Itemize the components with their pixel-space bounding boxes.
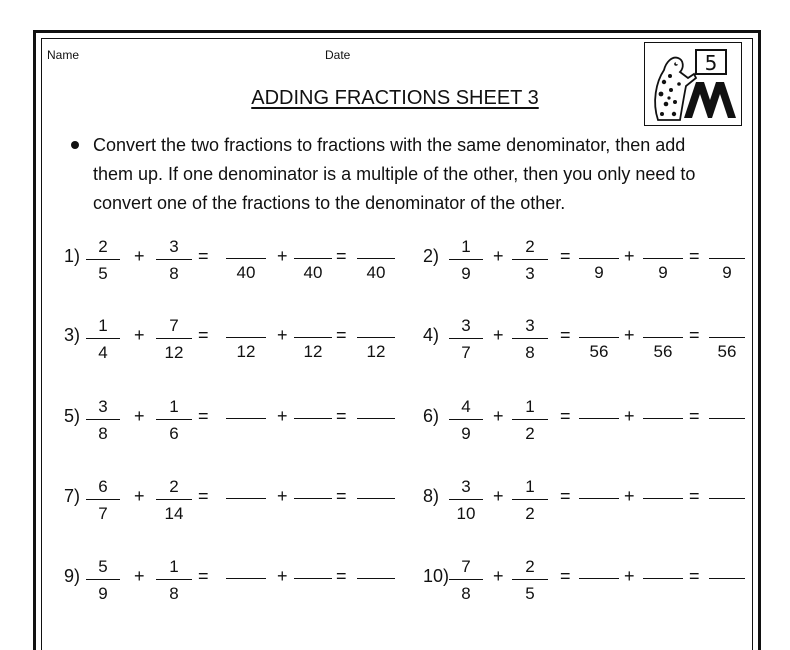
problem-7-fraction-a <box>86 477 120 523</box>
title-text: ADDING FRACTIONS SHEET 3 <box>251 87 539 109</box>
problem-2-label: 2) <box>423 246 440 266</box>
problem-6-fraction-b-denominator: 2 <box>525 424 535 443</box>
instruction-line-1: Convert the two fractions to fractions with the same denominator, then add <box>93 135 686 155</box>
problem-3-plus-sign: + <box>134 325 145 345</box>
problem-1-answer-blank-2-denominator: 40 <box>303 263 323 282</box>
problem-9-answer-blank-2-line[interactable] <box>294 557 332 579</box>
problem-10-answer-blank-3 <box>709 557 745 583</box>
problem-1-fraction-a <box>86 237 120 283</box>
problem-2-answer-blank-2-denominator: 9 <box>658 263 668 282</box>
problem-2-answer-blank-3-denominator: 9 <box>722 263 732 282</box>
problem-9-equals-sign: = <box>198 566 209 586</box>
problem-9-fraction-b <box>156 557 192 603</box>
problem-1-answer-blank-1-line[interactable] <box>226 237 266 259</box>
problem-5-fraction-b-numerator: 1 <box>156 397 192 420</box>
name-label: Name <box>47 48 80 62</box>
problem-6-answer-blank-1-denominator <box>579 419 619 423</box>
problem-9-answer-blank-1 <box>226 557 266 583</box>
problem-2-answer-blank-3-line[interactable] <box>709 237 745 259</box>
problem-2-fraction-b-numerator: 2 <box>512 237 548 260</box>
problem-10-fraction-a <box>449 557 483 603</box>
problem-7-fraction-a-denominator: 7 <box>98 504 108 523</box>
problem-2-answer-blank-3 <box>709 237 745 282</box>
problem-3-answer-blank-2 <box>294 316 332 361</box>
problem-2-fraction-a-numerator: 1 <box>449 237 483 260</box>
problem-6-label: 6) <box>423 406 440 426</box>
problem-1-fraction-b-denominator: 8 <box>169 264 179 283</box>
date-label: Date <box>325 48 351 62</box>
problem-7-fraction-a-numerator: 6 <box>86 477 120 500</box>
problem-9-equals-sign-2: = <box>336 566 347 586</box>
problem-8-fraction-a-denominator: 10 <box>456 504 476 523</box>
problem-5-plus-sign: + <box>134 406 145 426</box>
problem-10-equals-sign: = <box>560 566 571 586</box>
problem-10-answer-blank-1-denominator <box>579 579 619 583</box>
problem-10-answer-blank-1 <box>579 557 619 583</box>
problem-1-equals-sign: = <box>198 246 209 266</box>
problem-3-answer-blank-1-denominator: 12 <box>236 342 256 361</box>
problem-2-fraction-b-denominator: 3 <box>525 264 535 283</box>
problem-8-equals-sign: = <box>560 486 571 506</box>
problem-9-answer-blank-3-denominator <box>357 579 395 583</box>
problem-7-answer-blank-2-line[interactable] <box>294 477 332 499</box>
problem-9-label: 9) <box>64 566 81 586</box>
problem-9-answer-blank-2 <box>294 557 332 583</box>
problem-9-fraction-a-denominator: 9 <box>98 584 108 603</box>
problem-9-answer-blank-1-denominator <box>226 579 266 583</box>
problem-3-label: 3) <box>64 325 81 345</box>
problem-5-answer-blank-1-line[interactable] <box>226 397 266 419</box>
problem-5-plus-sign-2: + <box>277 406 288 426</box>
problem-5-answer-blank-3-denominator <box>357 419 395 423</box>
problem-5-answer-blank-1 <box>226 397 266 423</box>
problem-9-answer-blank-2-denominator <box>294 579 332 583</box>
problem-3-answer-blank-2-line[interactable] <box>294 316 332 338</box>
problem-4-fraction-a-numerator: 3 <box>449 316 483 339</box>
problem-10-answer-blank-1-line[interactable] <box>579 557 619 579</box>
problem-7-label: 7) <box>64 486 81 506</box>
problem-3-answer-blank-2-denominator: 12 <box>303 342 323 361</box>
bullet-point <box>71 141 79 149</box>
problem-7-fraction-b-numerator: 2 <box>156 477 192 500</box>
problem-1-fraction-b-numerator: 3 <box>156 237 192 260</box>
problem-5-fraction-b-denominator: 6 <box>169 424 179 443</box>
problem-2-answer-blank-1-denominator: 9 <box>594 263 604 282</box>
problem-4-answer-blank-1-line[interactable] <box>579 316 619 338</box>
problem-3-equals-sign: = <box>198 325 209 345</box>
problem-2-answer-blank-2 <box>643 237 683 282</box>
problem-4-plus-sign: + <box>493 325 504 345</box>
problem-8-answer-blank-2-denominator <box>643 499 683 503</box>
problem-9-answer-blank-3 <box>357 557 395 583</box>
problem-1-fraction-b <box>156 237 192 283</box>
problem-6-fraction-a-denominator: 9 <box>461 424 471 443</box>
problem-2-equals-sign: = <box>560 246 571 266</box>
problem-6-answer-blank-2 <box>643 397 683 423</box>
problem-1-answer-blank-2 <box>294 237 332 282</box>
logo-digit: 5 <box>704 51 718 75</box>
problem-10-fraction-b-denominator: 5 <box>525 584 535 603</box>
problem-6-answer-blank-3 <box>709 397 745 423</box>
problem-6-answer-blank-1-line[interactable] <box>579 397 619 419</box>
problem-7-equals-sign: = <box>198 486 209 506</box>
problem-10-fraction-a-numerator: 7 <box>449 557 483 580</box>
problem-8-fraction-b <box>512 477 548 523</box>
problem-8-fraction-b-numerator: 1 <box>512 477 548 500</box>
problem-3-fraction-b-numerator: 7 <box>156 316 192 339</box>
problem-3-equals-sign-2: = <box>336 325 347 345</box>
problem-10-answer-blank-3-line[interactable] <box>709 557 745 579</box>
problem-4-fraction-b-numerator: 3 <box>512 316 548 339</box>
problem-7-plus-sign-2: + <box>277 486 288 506</box>
problem-6-equals-sign: = <box>560 406 571 426</box>
problem-2-answer-blank-2-line[interactable] <box>643 237 683 259</box>
problem-10-answer-blank-2-line[interactable] <box>643 557 683 579</box>
problem-1-fraction-a-denominator: 5 <box>98 264 108 283</box>
problem-6-fraction-a-numerator: 4 <box>449 397 483 420</box>
problem-3-answer-blank-3 <box>357 316 395 361</box>
problem-10-fraction-b-numerator: 2 <box>512 557 548 580</box>
problem-10-answer-blank-3-denominator <box>709 579 745 583</box>
problem-7-answer-blank-2-denominator <box>294 499 332 503</box>
problem-3-fraction-a-denominator: 4 <box>98 343 108 362</box>
problem-5-fraction-a-numerator: 3 <box>86 397 120 420</box>
problem-6-answer-blank-1 <box>579 397 619 423</box>
problem-8-fraction-a <box>449 477 483 523</box>
problem-4-fraction-b <box>512 316 548 362</box>
problem-7-answer-blank-3 <box>357 477 395 503</box>
problem-1-fraction-a-numerator: 2 <box>86 237 120 260</box>
problem-5-answer-blank-2 <box>294 397 332 423</box>
problem-5-answer-blank-1-denominator <box>226 419 266 423</box>
problem-8-equals-sign-2: = <box>689 486 700 506</box>
problem-10-equals-sign-2: = <box>689 566 700 586</box>
instructions <box>93 131 753 218</box>
problem-6-plus-sign: + <box>493 406 504 426</box>
problem-5-answer-blank-3 <box>357 397 395 423</box>
problem-1-answer-blank-2-line[interactable] <box>294 237 332 259</box>
problem-1-answer-blank-1-denominator: 40 <box>236 263 256 282</box>
problem-1-plus-sign: + <box>134 246 145 266</box>
problem-3-answer-blank-3-denominator: 12 <box>366 342 386 361</box>
problem-1-answer-blank-1 <box>226 237 266 282</box>
problem-8-answer-blank-1-line[interactable] <box>579 477 619 499</box>
problem-8-label: 8) <box>423 486 440 506</box>
instruction-line-3: convert one of the fractions to the denominator of the other. <box>93 193 566 213</box>
problem-7-answer-blank-1 <box>226 477 266 503</box>
problem-8-answer-blank-3-line[interactable] <box>709 477 745 499</box>
problem-3-answer-blank-1 <box>226 316 266 361</box>
problem-2-answer-blank-1-line[interactable] <box>579 237 619 259</box>
problem-7-answer-blank-1-line[interactable] <box>226 477 266 499</box>
problem-9-plus-sign: + <box>134 566 145 586</box>
problem-4-fraction-a-denominator: 7 <box>461 343 471 362</box>
problem-4-answer-blank-3-line[interactable] <box>709 316 745 338</box>
problem-8-plus-sign: + <box>493 486 504 506</box>
problem-2-equals-sign-2: = <box>689 246 700 266</box>
problem-6-answer-blank-3-denominator <box>709 419 745 423</box>
problem-8-answer-blank-2 <box>643 477 683 503</box>
problem-3-fraction-a-numerator: 1 <box>86 316 120 339</box>
problem-7-equals-sign-2: = <box>336 486 347 506</box>
problem-6-fraction-a <box>449 397 483 443</box>
problem-4-answer-blank-3-denominator: 56 <box>717 342 737 361</box>
problem-9-fraction-b-denominator: 8 <box>169 584 179 603</box>
problem-3-answer-blank-3-line[interactable] <box>357 316 395 338</box>
problem-10-plus-sign-2: + <box>624 566 635 586</box>
problem-4-plus-sign-2: + <box>624 325 635 345</box>
problem-6-answer-blank-3-line[interactable] <box>709 397 745 419</box>
problem-5-fraction-a <box>86 397 120 443</box>
problem-10-answer-blank-2-denominator <box>643 579 683 583</box>
problem-8-answer-blank-1 <box>579 477 619 503</box>
problem-9-fraction-a <box>86 557 120 603</box>
problem-5-equals-sign: = <box>198 406 209 426</box>
problem-2-answer-blank-1 <box>579 237 619 282</box>
problem-8-answer-blank-1-denominator <box>579 499 619 503</box>
problem-5-fraction-b <box>156 397 192 443</box>
problem-8-fraction-a-numerator: 3 <box>449 477 483 500</box>
problem-3-fraction-b-denominator: 12 <box>164 343 184 362</box>
problem-9-answer-blank-3-line[interactable] <box>357 557 395 579</box>
problem-8-fraction-b-denominator: 2 <box>525 504 535 523</box>
problem-4-answer-blank-2-line[interactable] <box>643 316 683 338</box>
problem-3-fraction-a <box>86 316 120 362</box>
problem-8-answer-blank-3 <box>709 477 745 503</box>
problem-5-label: 5) <box>64 406 81 426</box>
problem-10-fraction-b <box>512 557 548 603</box>
problem-7-plus-sign: + <box>134 486 145 506</box>
problem-9-fraction-a-numerator: 5 <box>86 557 120 580</box>
problem-7-answer-blank-1-denominator <box>226 499 266 503</box>
problem-1-answer-blank-3-line[interactable] <box>357 237 395 259</box>
problem-1-answer-blank-3 <box>357 237 395 282</box>
problem-5-answer-blank-2-line[interactable] <box>294 397 332 419</box>
problem-7-answer-blank-2 <box>294 477 332 503</box>
problem-6-answer-blank-2-line[interactable] <box>643 397 683 419</box>
problem-2-plus-sign: + <box>493 246 504 266</box>
dinosaur-math-logo-icon <box>644 42 742 126</box>
problem-8-answer-blank-2-line[interactable] <box>643 477 683 499</box>
problem-4-fraction-b-denominator: 8 <box>525 343 535 362</box>
problem-1-answer-blank-3-denominator: 40 <box>366 263 386 282</box>
instruction-line-2: them up. If one denominator is a multiple of the other, then you only need to <box>93 164 696 184</box>
problem-6-fraction-b-numerator: 1 <box>512 397 548 420</box>
problem-10-answer-blank-2 <box>643 557 683 583</box>
problem-8-plus-sign-2: + <box>624 486 635 506</box>
problem-6-plus-sign-2: + <box>624 406 635 426</box>
problem-4-answer-blank-3 <box>709 316 745 361</box>
problem-10-fraction-a-denominator: 8 <box>461 584 471 603</box>
problem-5-answer-blank-2-denominator <box>294 419 332 423</box>
problem-3-answer-blank-1-line[interactable] <box>226 316 266 338</box>
problem-6-fraction-b <box>512 397 548 443</box>
problem-6-equals-sign-2: = <box>689 406 700 426</box>
problem-10-label: 10) <box>423 566 450 586</box>
problem-7-fraction-b-denominator: 14 <box>164 504 184 523</box>
problem-2-plus-sign-2: + <box>624 246 635 266</box>
problem-4-answer-blank-2-denominator: 56 <box>653 342 673 361</box>
problem-4-equals-sign-2: = <box>689 325 700 345</box>
problem-9-plus-sign-2: + <box>277 566 288 586</box>
problem-9-answer-blank-1-line[interactable] <box>226 557 266 579</box>
problem-5-fraction-a-denominator: 8 <box>98 424 108 443</box>
problem-2-fraction-a-denominator: 9 <box>461 264 471 283</box>
problem-8-answer-blank-3-denominator <box>709 499 745 503</box>
problem-5-equals-sign-2: = <box>336 406 347 426</box>
problem-4-equals-sign: = <box>560 325 571 345</box>
problem-1-plus-sign-2: + <box>277 246 288 266</box>
problem-1-label: 1) <box>64 246 81 266</box>
problem-4-label: 4) <box>423 325 440 345</box>
problem-4-fraction-a <box>449 316 483 362</box>
problem-7-fraction-b <box>156 477 192 523</box>
problem-5-answer-blank-3-line[interactable] <box>357 397 395 419</box>
problem-2-fraction-b <box>512 237 548 283</box>
problem-9-fraction-b-numerator: 1 <box>156 557 192 580</box>
problem-2-fraction-a <box>449 237 483 283</box>
problem-4-answer-blank-1-denominator: 56 <box>589 342 609 361</box>
problem-7-answer-blank-3-line[interactable] <box>357 477 395 499</box>
problem-3-fraction-b <box>156 316 192 362</box>
problem-7-answer-blank-3-denominator <box>357 499 395 503</box>
problem-10-plus-sign: + <box>493 566 504 586</box>
problem-4-answer-blank-1 <box>579 316 619 361</box>
problem-4-answer-blank-2 <box>643 316 683 361</box>
problem-1-equals-sign-2: = <box>336 246 347 266</box>
problem-6-answer-blank-2-denominator <box>643 419 683 423</box>
problem-3-plus-sign-2: + <box>277 325 288 345</box>
